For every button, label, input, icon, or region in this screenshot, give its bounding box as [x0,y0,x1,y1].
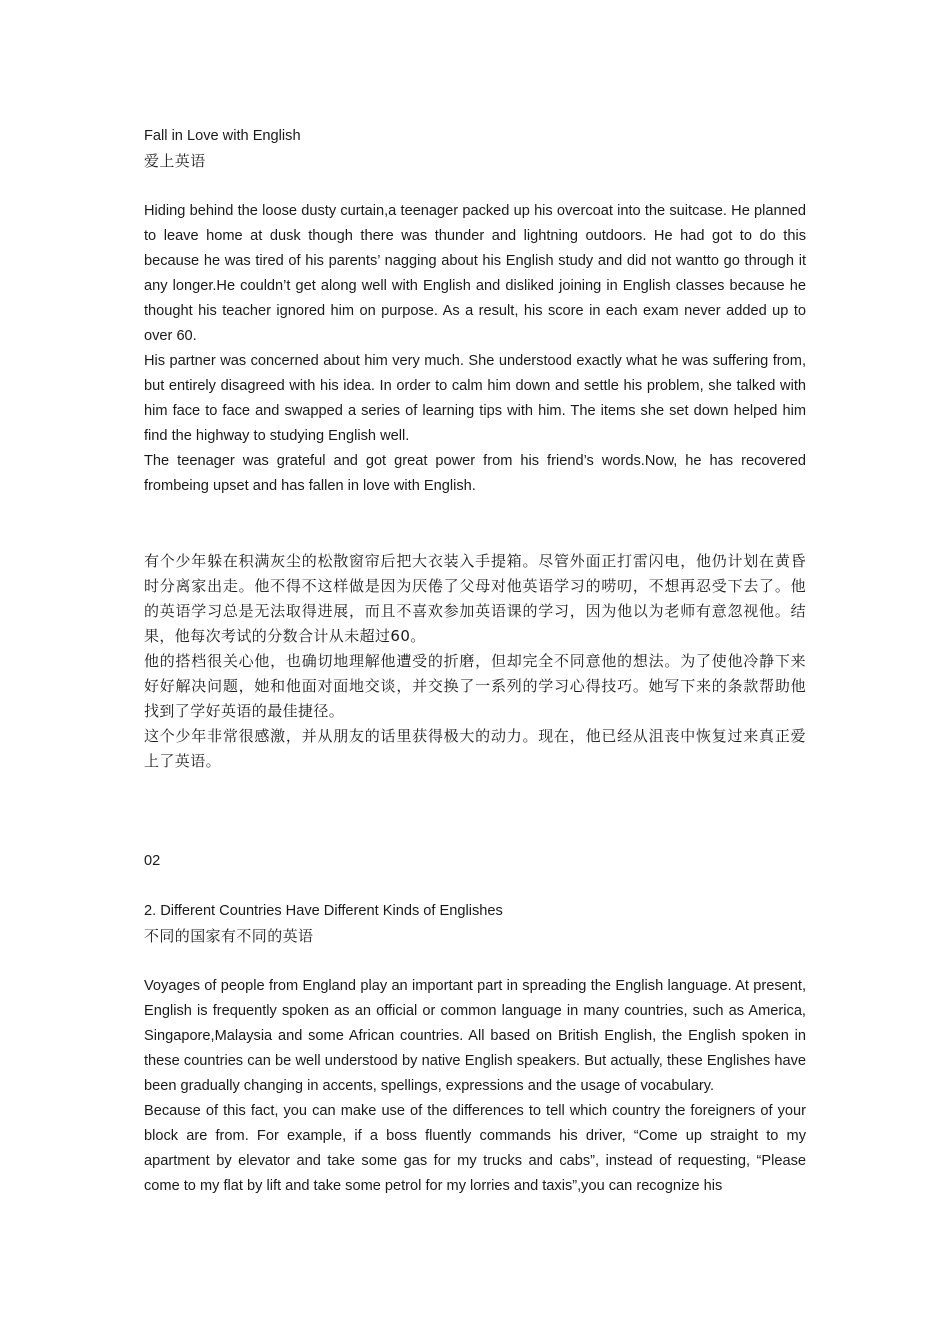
section-1-paragraph-en-2: His partner was concerned about him very much. She understood exactly what he was suffering from, but entirely disagreed with his idea. In order to calm him down and settle his problem, she talked with him face to face and swapped a series of learning tips with him. The items she set down helped him find the highway to studying English well. [144,353,806,444]
section-2-title-en: 2. Different Countries Have Different Kinds of Englishes [144,903,503,919]
section-1-paragraph-zh-2: 他的搭档很关心他，也确切地理解他遭受的折磨，但却完全不同意他的想法。为了使他冷静下来好好解决问题，她和他面对面地交谈，并交换了一系列的学习心得技巧。她写下来的条款帮助他找到了学好英语的最佳捷径。 [144,652,806,720]
section-1-paragraph-en-1: Hiding behind the loose dusty curtain,a teenager packed up his overcoat into the suitcase. He planned to leave home at dusk though there was thunder and lightning outdoors. He had got to do this because he was tired of his parents’ nagging about his English study and did not wantto go through it any longer.He couldn’t get along well with English and disliked joining in English classes because he thought his teacher ignored him on purpose. As a result, his score in each exam never added up to over 60. [144,203,806,344]
section-1-paragraph-zh-1: 有个少年躲在积满灰尘的松散窗帘后把大衣装入手提箱。尽管外面正打雷闪电，他仍计划在黄昏时分离家出走。他不得不这样做是因为厌倦了父母对他英语学习的唠叨，不想再忍受下去了。他的英语学习总是无法取得进展，而且不喜欢参加英语课的学习，因为他以为老师有意忽视他。结果，他每次考试的分数合计从未超过60。 [144,552,806,645]
document-body [144,124,806,1199]
section-1-paragraph-en-3: The teenager was grateful and got great power from his friend’s words.Now, he has recovered frombeing upset and has fallen in love with English. [144,453,806,494]
section-2-paragraph-en-1: Voyages of people from England play an important part in spreading the English language. At present, English is frequently spoken as an official or common language in many countries, such as America, Singapore,Malaysia and some African countries. All based on British English, the English spoken in these countries can be well understood by native English speakers. But actually, these Englishes have been gradually changing in accents, spellings, expressions and the usage of vocabulary. [144,978,806,1094]
section-1-title-en: Fall in Love with English [144,128,301,144]
section-2-paragraph-en-2: Because of this fact, you can make use of the differences to tell which country the foreigners of your block are from. For example, if a boss fluently commands his driver, “Come up straight to my apartment by elevator and take some gas for my trucks and cabs”, instead of requesting, “Please come to my flat by lift and take some petrol for my lorries and taxis”,you can recognize his [144,1103,806,1194]
section-1-title-zh: 爱上英语 [144,152,206,170]
section-2-title-zh: 不同的国家有不同的英语 [144,927,314,945]
section-1-paragraph-zh-3: 这个少年非常很感激，并从朋友的话里获得极大的动力。现在，他已经从沮丧中恢复过来真正爱上了英语。 [144,727,806,770]
section-number: 02 [144,853,161,869]
